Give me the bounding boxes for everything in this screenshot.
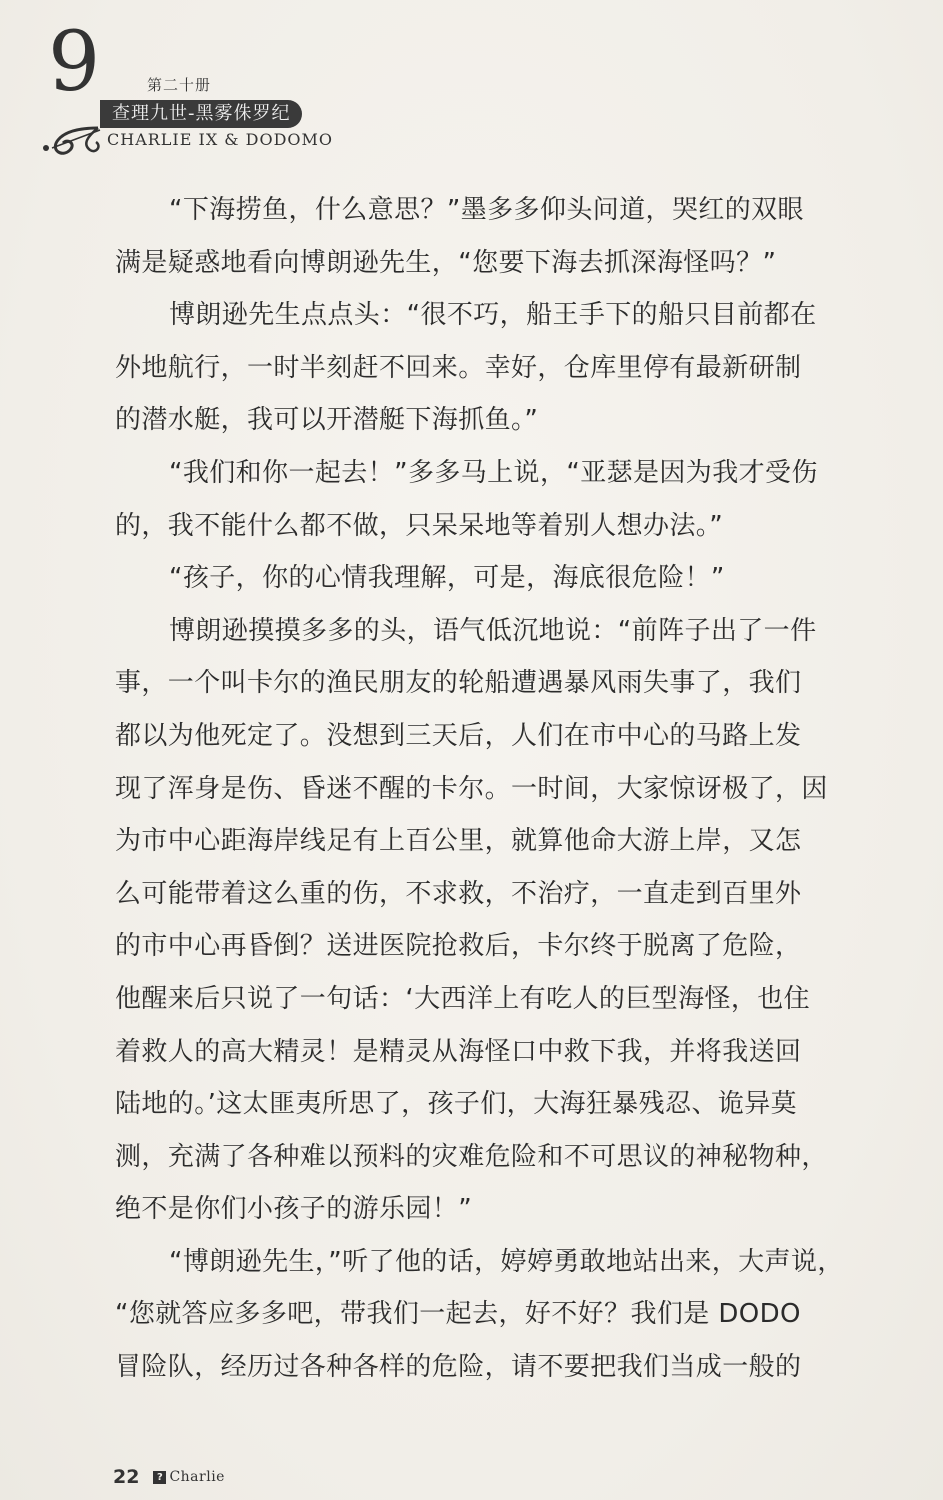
body-text — [115, 184, 867, 1394]
series-english-title: CHARLIE IX & DODOMO — [107, 130, 334, 149]
text-line: “您就答应多多吧，带我们一起去，好不好？我们是 DODO — [115, 1299, 801, 1330]
text-line: 满是疑惑地看向博朗逊先生，“您要下海去抓深海怪吗？” — [115, 247, 777, 278]
page-footer — [113, 1462, 225, 1492]
text-line: 的市中心再昏倒？送进医院抢救后，卡尔终于脱离了危险， — [115, 931, 802, 962]
volume-label: 第二十册 — [147, 76, 212, 94]
text-line: 的，我不能什么都不做，只呆呆地等着别人想办法。” — [115, 510, 724, 541]
text-line: “下海捞鱼，什么意思？”墨多多仰头问道，哭红的双眼 — [169, 195, 804, 225]
chapter-header — [30, 15, 360, 168]
brand-name: Charlie — [169, 1469, 225, 1485]
text-line: “博朗逊先生，”听了他的话，婷婷勇敢地站出来，大声说， — [169, 1246, 844, 1277]
text-line: 测，充满了各种难以预料的灾难危险和不可思议的神秘物种， — [115, 1141, 828, 1172]
series-title: 查理九世-黑雾侏罗纪 — [112, 103, 291, 124]
text-line: 为市中心距海岸线足有上百公里，就算他命大游上岸，又怎 — [115, 826, 802, 857]
text-line: 的潜水艇，我可以开潜艇下海抓鱼。” — [115, 405, 539, 436]
series-number: 9 — [48, 15, 101, 110]
text-line: 冒险队，经历过各种各样的危险，请不要把我们当成一般的 — [115, 1352, 802, 1383]
text-line: 事，一个叫卡尔的渔民朋友的轮船遭遇暴风雨失事了，我们 — [115, 668, 802, 699]
text-line: 他醒来后只说了一句话：‘大西洋上有吃人的巨型海怪，也住 — [115, 983, 811, 1014]
text-line: 么可能带着这么重的伤，不求救，不治疗，一直走到百里外 — [115, 878, 802, 909]
text-line: 都以为他死定了。没想到三天后，人们在市中心的马路上发 — [115, 720, 802, 751]
text-line: 博朗逊先生点点头：“很不巧，船王手下的船只目前都在 — [169, 300, 817, 331]
text-line: “我们和你一起去！”多多马上说，“亚瑟是因为我才受伤 — [169, 457, 818, 488]
page-number: 22 — [113, 1466, 140, 1488]
text-line: “孩子，你的心情我理解，可是，海底很危险！” — [169, 563, 725, 594]
text-line: 外地航行，一时半刻赶不回来。幸好，仓库里停有最新研制 — [115, 352, 802, 383]
charlie-logo-icon: ? — [153, 1471, 166, 1484]
text-line: 着救人的高大精灵！是精灵从海怪口中救下我，并将我送回 — [115, 1036, 802, 1067]
text-line: 博朗逊摸摸多多的头，语气低沉地说：“前阵子出了一件 — [169, 615, 817, 646]
text-line: 陆地的。’这太匪夷所思了，孩子们，大海狂暴残忍、诡异莫 — [115, 1089, 798, 1120]
text-line: 现了浑身是伤、昏迷不醒的卡尔。一时间，大家惊讶极了，因 — [115, 773, 828, 804]
text-line: 绝不是你们小孩子的游乐园！” — [115, 1194, 473, 1225]
